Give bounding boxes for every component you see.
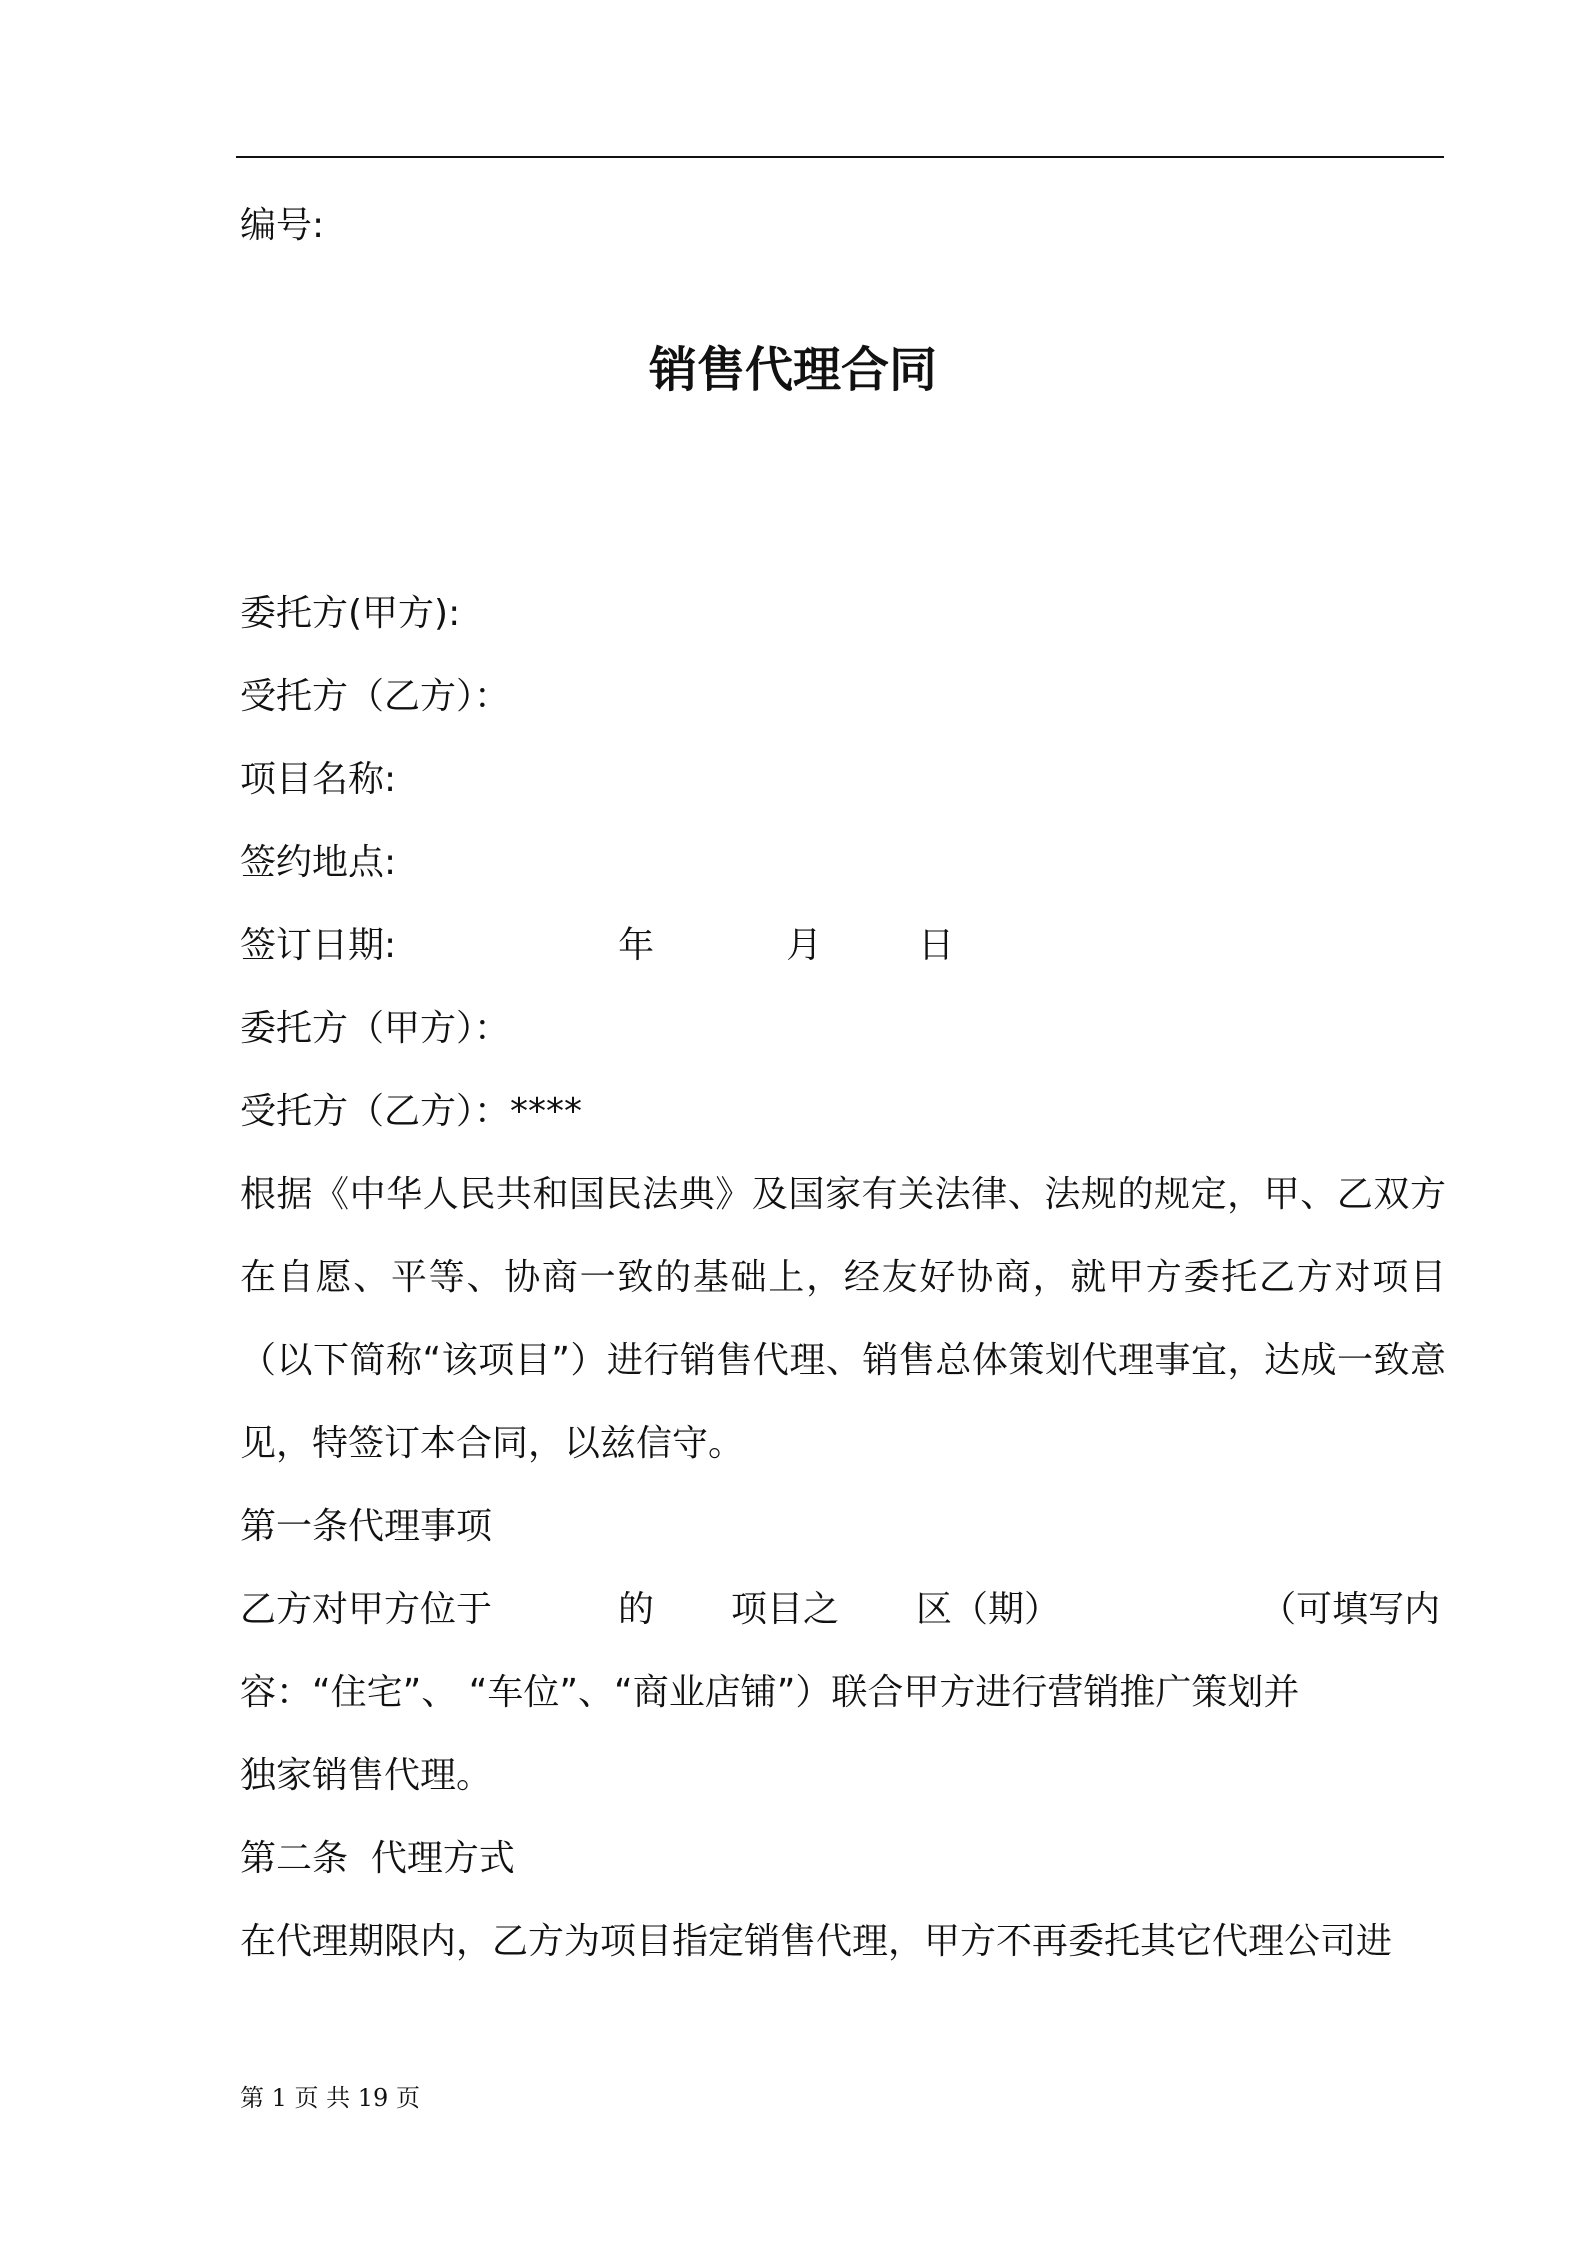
entrustor-field-1: 委托方(甲方): xyxy=(240,593,461,634)
sign-date-day: 日 xyxy=(918,925,955,966)
article1-project-text: 项目之 xyxy=(731,1589,840,1630)
contract-body xyxy=(240,572,1446,1983)
project-name-field: 项目名称: xyxy=(240,759,397,800)
article1-fillable-text: （可填写内 xyxy=(1260,1589,1441,1630)
article1-line3: 独家销售代理。 xyxy=(240,1755,493,1796)
article1-line1 xyxy=(240,1568,1446,1651)
article1-zone-text: 区（期） xyxy=(916,1589,1061,1630)
article1-location-text: 乙方对甲方位于 xyxy=(240,1589,493,1630)
entrusted-field-2: 受托方（乙方）：**** xyxy=(240,1091,583,1132)
article2-text: 在代理期限内，乙方为项目指定销售代理，甲方不再委托其它代理公司进 xyxy=(240,1921,1393,1962)
sign-date-label: 签订日期: xyxy=(240,925,397,966)
serial-number-label: 编号: xyxy=(240,205,325,246)
entrusted-field-1: 受托方（乙方）： xyxy=(240,676,511,717)
sign-date-field xyxy=(240,904,1446,987)
sign-date-year: 年 xyxy=(618,925,655,966)
article1-of-text: 的 xyxy=(618,1589,655,1630)
page-footer: 第 1 页 共 19 页 xyxy=(240,2084,420,2112)
sign-date-month: 月 xyxy=(786,925,823,966)
article2-heading: 第二条 代理方式 xyxy=(240,1838,515,1879)
article1-line2: 容：“住宅”、 “车位”、“商业店铺”）联合甲方进行营销推广策划并 xyxy=(240,1672,1300,1713)
sign-place-field: 签约地点: xyxy=(240,842,397,883)
preamble-paragraph: 根据《中华人民共和国民法典》及国家有关法律、法规的规定，甲、乙双方在自愿、平等、协商一致的基础上，经友好协商，就甲方委托乙方对项目（以下简称“该项目”）进行销售代理、销售总体策划代理事宜，达成一致意见，特签订本合同，以兹信守。 xyxy=(240,1174,1446,1464)
entrustor-field-2: 委托方（甲方）： xyxy=(240,1008,511,1049)
article1-heading: 第一条代理事项 xyxy=(240,1506,493,1547)
document-title: 销售代理合同 xyxy=(648,342,937,398)
header-rule xyxy=(236,156,1444,158)
